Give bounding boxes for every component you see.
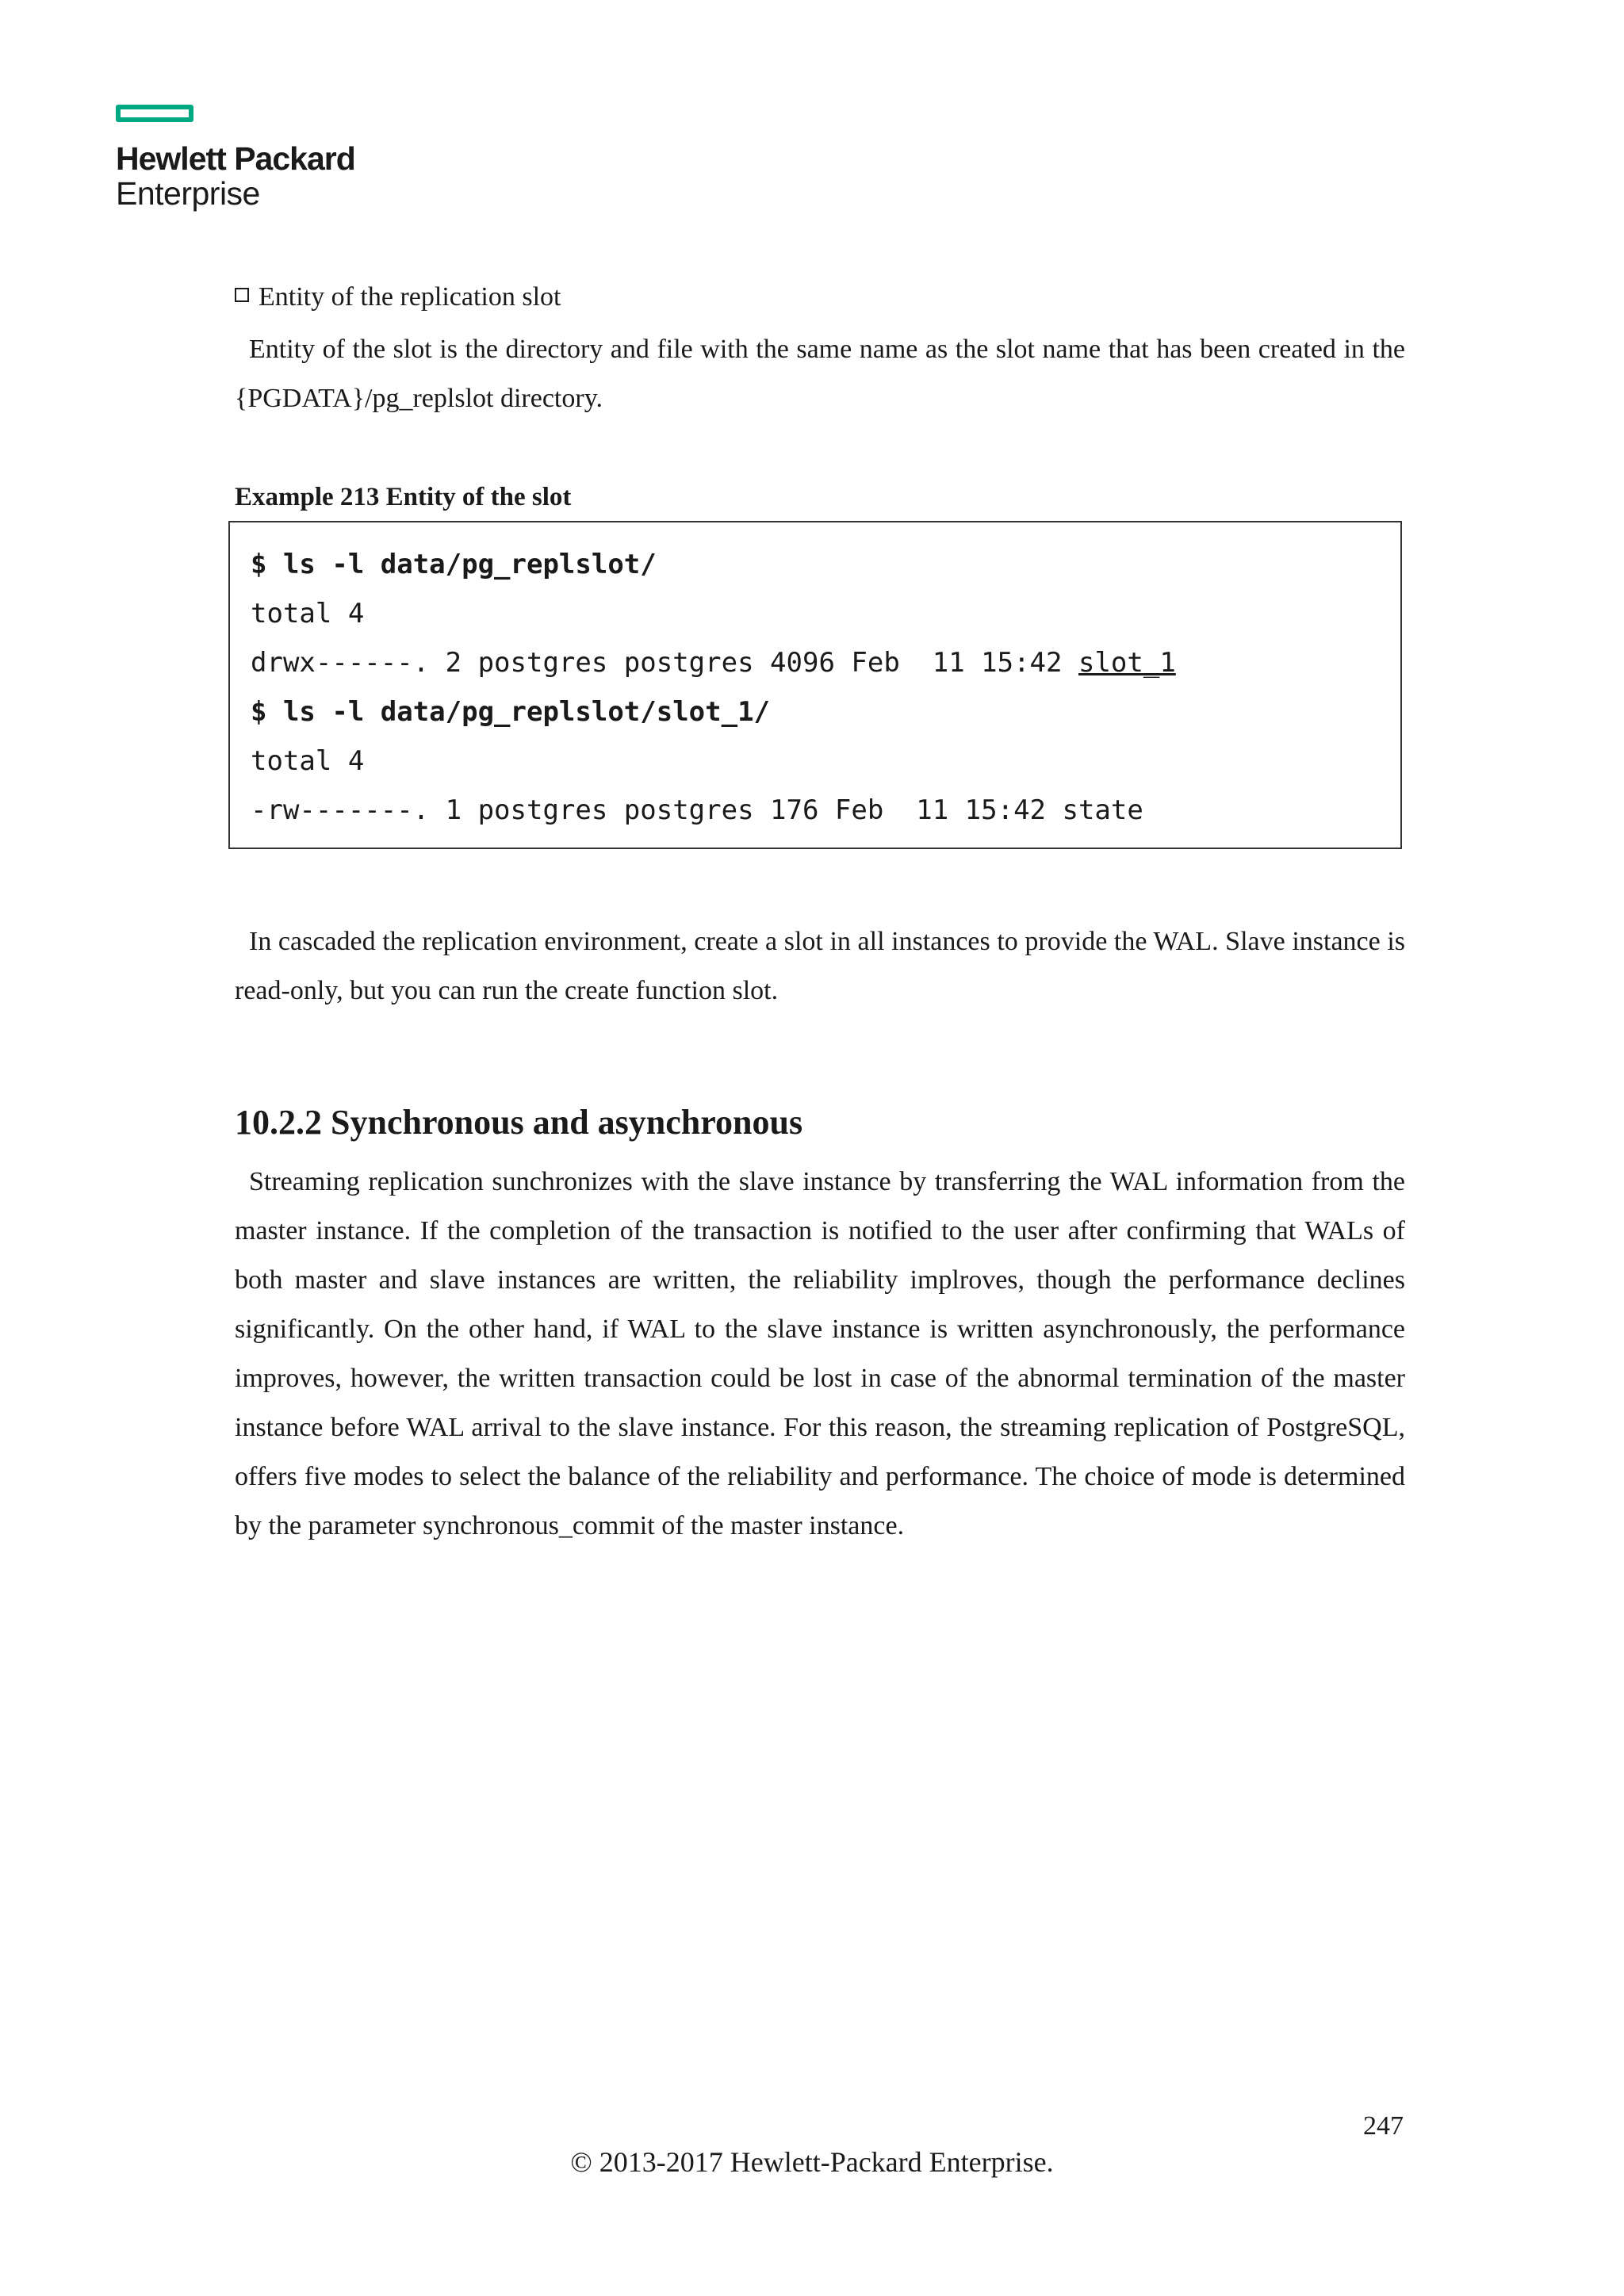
code-line-prefix: drwx------. 2 postgres postgres 4096 Feb 11 15:42 <box>251 647 1078 679</box>
section-bullet-text: Entity of the replication slot <box>259 282 561 312</box>
code-line: -rw-------. 1 postgres postgres 176 Feb 11 15:42 state <box>251 794 1143 826</box>
code-line: $ ls -l data/pg_replslot/slot_1/ <box>251 696 771 728</box>
paragraph-cascaded: In cascaded the replication environment, create a slot in all instances to provide the WAL. Slave instance is read-only, but you can run the create function slot. <box>235 927 1405 1005</box>
hpe-logo-rectangle-icon <box>116 105 193 122</box>
code-line: $ ls -l data/pg_replslot/ <box>251 549 657 580</box>
slot-link[interactable]: slot_1 <box>1078 647 1176 679</box>
code-line: total 4 <box>251 598 365 629</box>
paragraph-slot-entity: Entity of the slot is the directory and file with the same name as the slot name that has been created in the {PGDATA}/pg_replslot directory. <box>235 335 1405 413</box>
logo-text-line2: Enterprise <box>116 175 260 212</box>
paragraph-streaming: Streaming replication sunchronizes with the slave instance by transferring the WAL information from the master instance. If the completion of the transaction is notified to the user after confirming that WALs of both master and slave instances are written, the reliability implroves, though the performance declines significantly. On the other hand, if WAL to the slave instance is written asynchronously, the performance improves, however, the written transaction could be lost in case of the abnormal termination of the master instance before WAL arrival to the slave instance. For this reason, the streaming replication of PostgreSQL, offers five modes to select the balance of the reliability and performance. The choice of mode is determined by the parameter synchronous_commit of the master instance. <box>235 1167 1405 1540</box>
section-bullet <box>235 277 561 317</box>
copyright-footer: © 2013-2017 Hewlett-Packard Enterprise. <box>570 2146 1054 2178</box>
logo-text-line1: Hewlett Packard <box>116 140 355 177</box>
section-heading: 10.2.2 Synchronous and asynchronous <box>235 1103 803 1142</box>
hpe-logo <box>116 105 355 211</box>
code-block <box>228 521 1402 849</box>
code-line: total 4 <box>251 745 365 777</box>
square-bullet-icon <box>235 288 249 302</box>
example-caption: Example 213 Entity of the slot <box>235 483 572 511</box>
page-number: 247 <box>1363 2111 1404 2141</box>
code-line <box>251 638 1400 687</box>
